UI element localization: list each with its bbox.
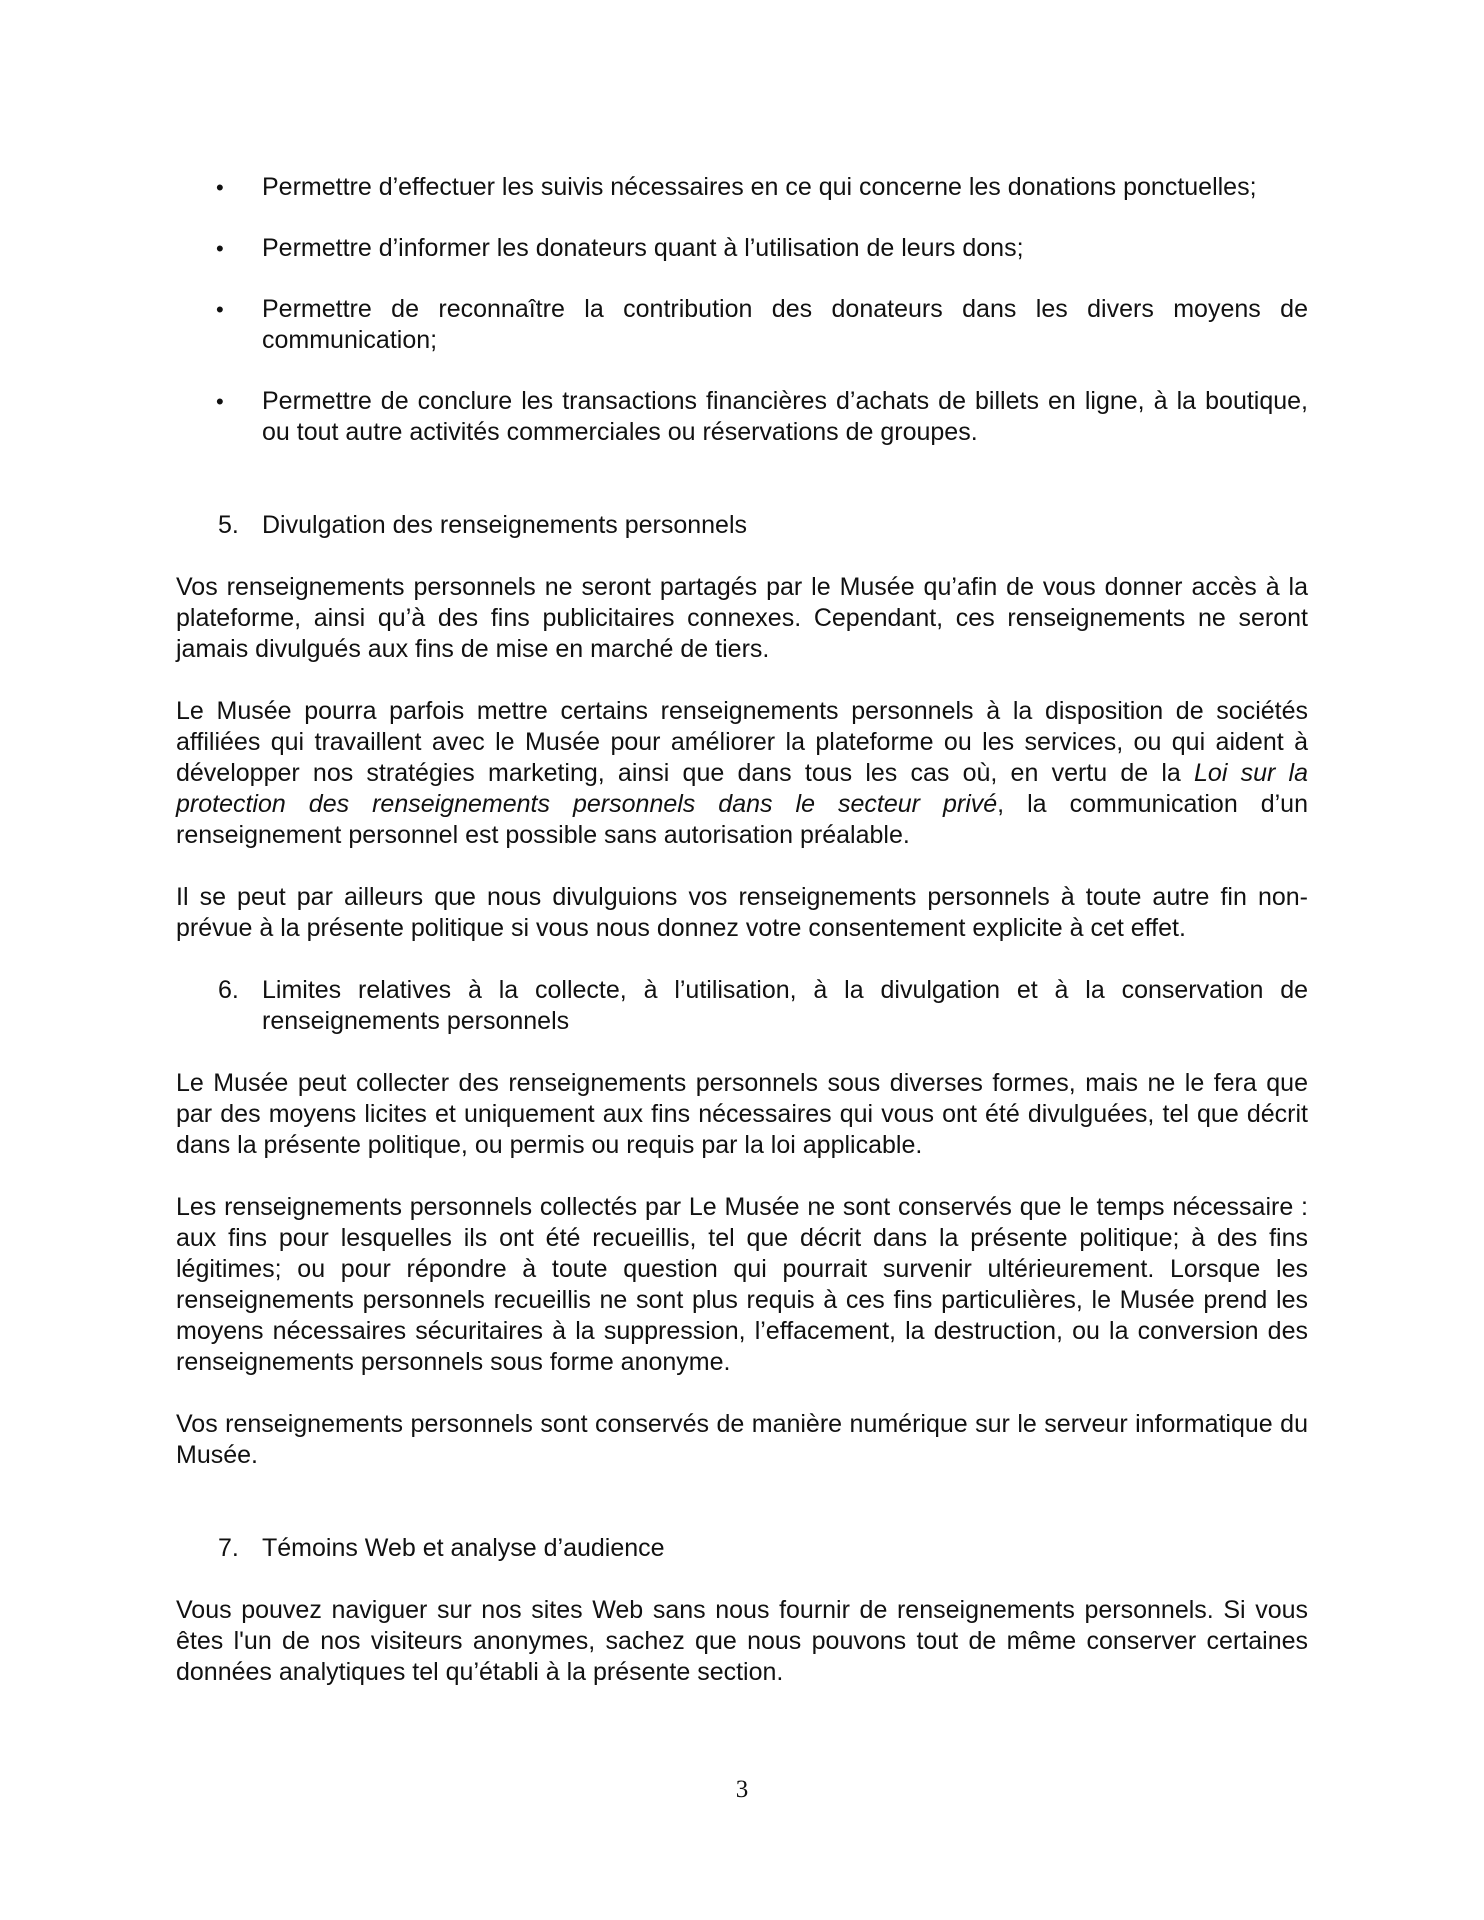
- section-title: Divulgation des renseignements personnels: [262, 511, 748, 539]
- section-5-paragraph-1: Vos renseignements personnels ne seront partagés par le Musée qu’afin de vous donner accès à la plateforme, ainsi qu’à des fins publicitaires connexes. Cependant, ces renseignements ne seront jamais divulgués aux fins de mise en marché de tiers.: [176, 573, 1308, 663]
- paragraph-text: Le Musée pourra parfois mettre certains renseignements personnels à la disposition de sociétés affiliées qui travaillent avec le Musée pour améliorer la plateforme ou les services, ou qui aident à développer nos stratégies marketing, ainsi que dans tous les cas où, en vertu de la: [176, 697, 1308, 787]
- paragraph-text: , la communication d’un renseignement personnel est possible sans autorisation préalable.: [176, 790, 1308, 849]
- section-5-paragraph-2: [176, 696, 1308, 851]
- section-5-paragraph-3: Il se peut par ailleurs que nous divulguions vos renseignements personnels à toute autre fin non-prévue à la présente politique si vous nous donnez votre consentement explicite à cet effet.: [176, 883, 1308, 942]
- bullet-icon: •: [216, 236, 224, 261]
- section-6-paragraph-1: Le Musée peut collecter des renseignements personnels sous diverses formes, mais ne le fera que par des moyens licites et uniquement aux fins nécessaires qui vous ont été divulguées, tel que décrit dans la présente politique, ou permis ou requis par la loi applicable.: [176, 1069, 1308, 1159]
- bullet-item: [176, 294, 1308, 356]
- bullet-icon: •: [216, 175, 224, 200]
- section-7-heading: [176, 1533, 1308, 1564]
- section-5-heading: [176, 510, 1308, 541]
- section-title: Limites relatives à la collecte, à l’utilisation, à la divulgation et à la conservation de renseignements personnels: [262, 976, 1308, 1035]
- section-7-paragraph-1: Vous pouvez naviguer sur nos sites Web sans nous fournir de renseignements personnels. Si vous êtes l'un de nos visiteurs anonymes, sachez que nous pouvons tout de même conserver certaines données analytiques tel qu’établi à la présente section.: [176, 1596, 1308, 1686]
- section-6-heading: [176, 975, 1308, 1037]
- bullet-text: Permettre de reconnaître la contribution des donateurs dans les divers moyens de communication;: [262, 295, 1308, 354]
- purpose-bullet-list: [176, 172, 1308, 448]
- section-6-paragraph-3: Vos renseignements personnels sont conservés de manière numérique sur le serveur informatique du Musée.: [176, 1410, 1308, 1469]
- section-6-paragraph-2: Les renseignements personnels collectés par Le Musée ne sont conservés que le temps nécessaire : aux fins pour lesquelles ils ont été recueillis, tel que décrit dans la présente politique; à des fins légitimes; ou pour répondre à toute question qui pourrait survenir ultérieurement. Lorsque les renseignements personnels recueillis ne sont plus requis à ces fins particulières, le Musée prend les moyens nécessaires sécuritaires à la suppression, l’effacement, la destruction, ou la conversion des renseignements personnels sous forme anonyme.: [176, 1193, 1308, 1376]
- section-number: 6.: [218, 976, 239, 1004]
- bullet-item: [176, 172, 1308, 203]
- law-title: Loi sur la protection des renseignements personnels dans le secteur privé: [176, 759, 1308, 818]
- bullet-text: Permettre de conclure les transactions financières d’achats de billets en ligne, à la boutique, ou tout autre activités commerciales ou réservations de groupes.: [262, 387, 1308, 446]
- bullet-item: [176, 233, 1308, 264]
- section-number: 7.: [218, 1534, 239, 1562]
- bullet-icon: •: [216, 297, 224, 322]
- bullet-item: [176, 386, 1308, 448]
- page-number: 3: [735, 1776, 749, 1803]
- section-title: Témoins Web et analyse d’audience: [262, 1534, 665, 1562]
- bullet-text: Permettre d’informer les donateurs quant à l’utilisation de leurs dons;: [262, 234, 1024, 262]
- bullet-icon: •: [216, 389, 224, 414]
- document-page: [176, 172, 1308, 1688]
- bullet-text: Permettre d’effectuer les suivis nécessaires en ce qui concerne les donations ponctuelles;: [262, 173, 1257, 201]
- section-number: 5.: [218, 511, 239, 539]
